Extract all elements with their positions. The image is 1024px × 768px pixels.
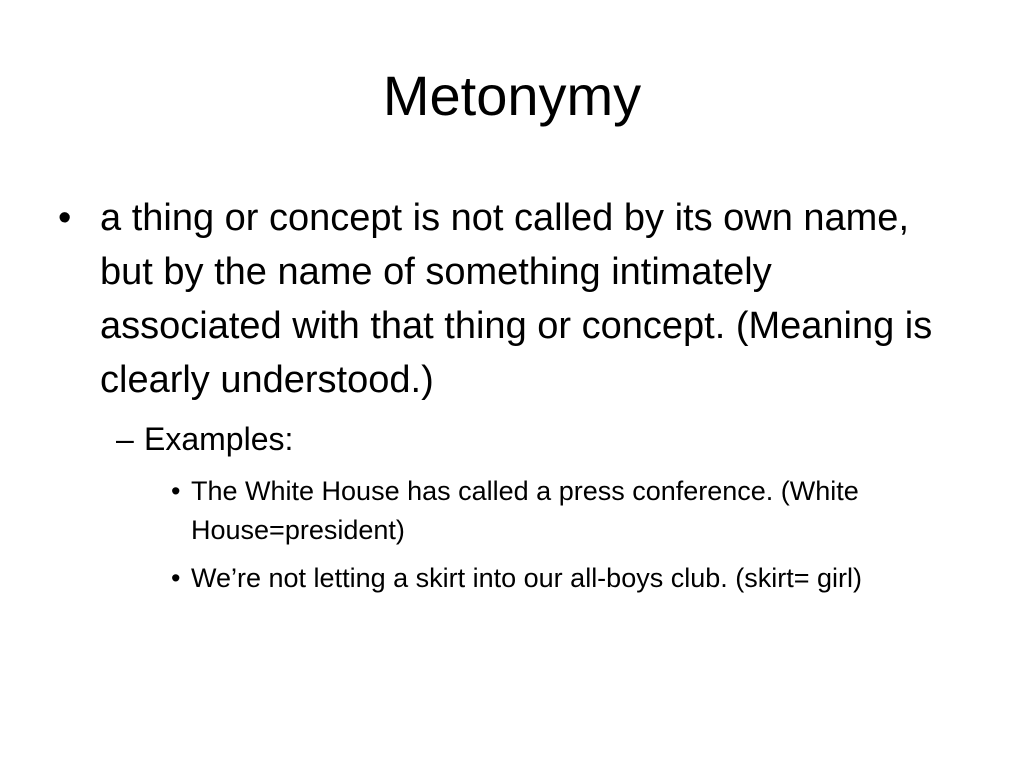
example-text: We’re not letting a skirt into our all-boys club. (skirt= girl) bbox=[191, 563, 862, 593]
slide-content bbox=[58, 191, 958, 598]
dash-marker: – bbox=[116, 421, 134, 457]
bullet-marker: • bbox=[58, 197, 72, 239]
main-bullet-text: a thing or concept is not called by its own name, but by the name of something intimately associated with that thing or concept. (Meaning is clearly understood.) bbox=[100, 197, 933, 401]
example-item bbox=[171, 559, 911, 598]
example-text: The White House has called a press conference. (White House=president) bbox=[191, 476, 859, 545]
example-bullet-marker: • bbox=[171, 476, 181, 506]
examples-heading-text: Examples: bbox=[144, 421, 294, 457]
example-bullet-marker: • bbox=[171, 563, 181, 593]
examples-heading bbox=[116, 417, 958, 461]
main-bullet bbox=[58, 191, 958, 407]
slide-title: Metonymy bbox=[382, 64, 642, 127]
example-item bbox=[171, 472, 911, 550]
